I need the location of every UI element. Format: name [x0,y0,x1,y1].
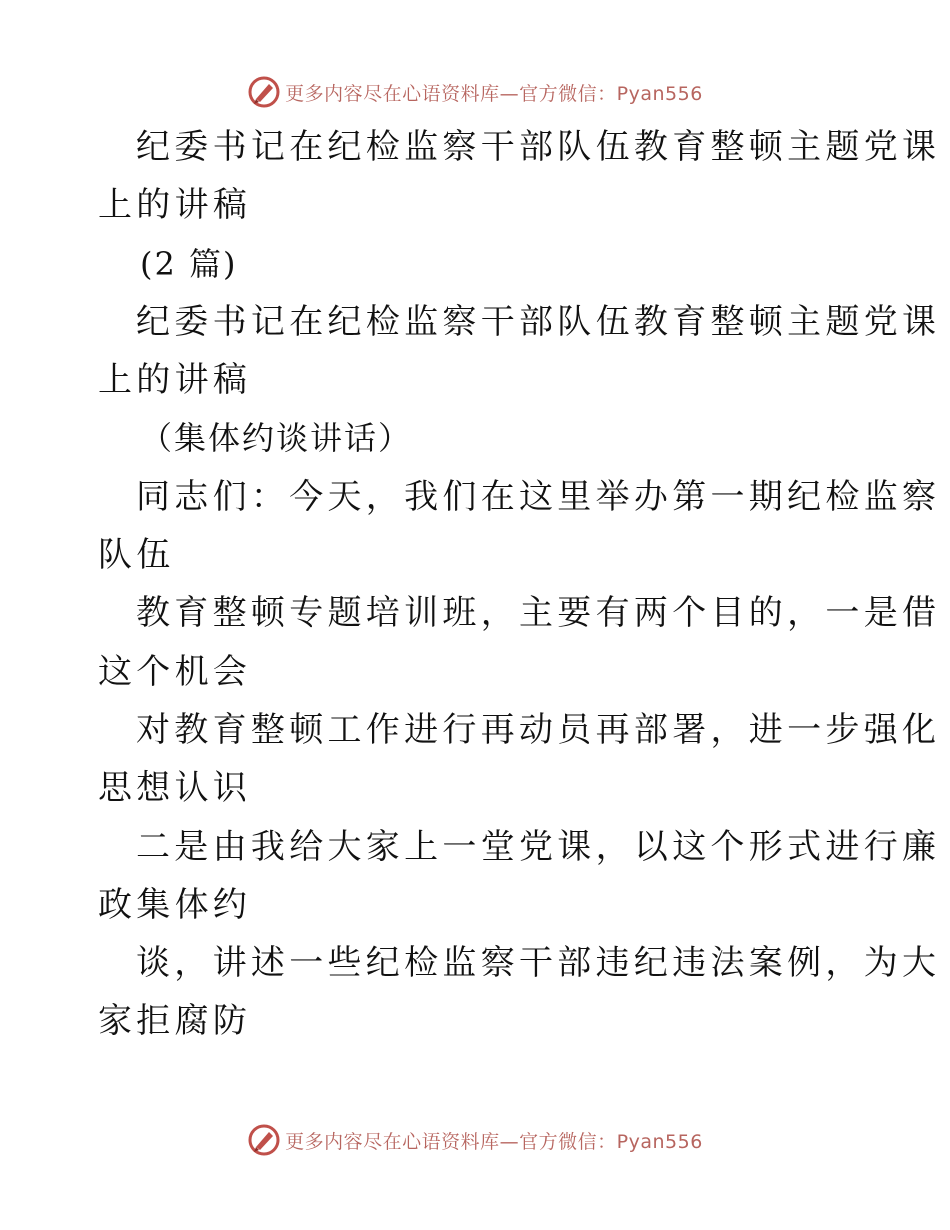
paragraph-line: 这个机会 [98,651,252,692]
paragraph-line: 队伍 [98,535,175,576]
title-line-2: 上的讲稿 [98,185,252,226]
paragraph-line: 教育整顿专题培训班，主要有两个目的，一是借 [136,593,941,634]
paragraph-line: 家拒腐防 [98,1001,252,1042]
title-count: (2 篇) [140,244,238,283]
paragraph-line: 同志们：今天，我们在这里举办第一期纪检监察 [136,476,941,517]
subtitle-line-1: 纪委书记在纪检监察干部队伍教育整顿主题党课 [136,301,941,342]
paragraph-line: 政集体约 [98,884,252,925]
watermark-text: 更多内容尽在心语资料库—官方微信：Pyan556 [285,1130,703,1153]
subtitle-line-2: 上的讲稿 [98,360,252,401]
watermark-footer [0,1120,950,1160]
watermark-header [0,72,950,112]
paragraph-line: 对教育整顿工作进行再动员再部署，进一步强化 [136,709,941,750]
watermark-text: 更多内容尽在心语资料库—官方微信：Pyan556 [285,82,703,105]
paragraph-line: 二是由我给大家上一堂党课，以这个形式进行廉 [136,826,941,867]
document-body [98,118,941,1051]
pen-logo-icon [247,75,281,109]
paragraph-line: 思想认识 [98,768,252,809]
pen-logo-icon [247,1123,281,1157]
paragraph-line: 谈，讲述一些纪检监察干部违纪违法案例，为大 [136,943,941,984]
subtitle-note: （集体约谈讲话） [140,419,413,458]
title-line-1: 纪委书记在纪检监察干部队伍教育整顿主题党课 [136,127,941,167]
